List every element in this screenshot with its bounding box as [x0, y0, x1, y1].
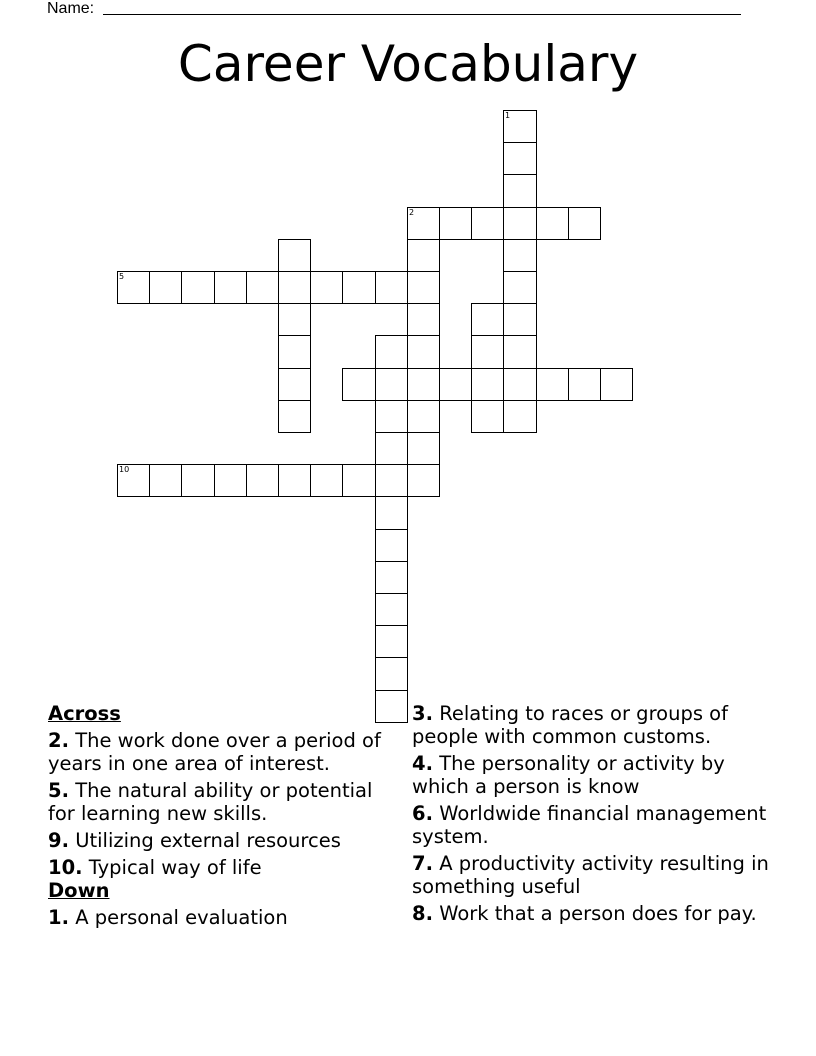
crossword-cell[interactable]: [568, 207, 601, 240]
crossword-cell[interactable]: [536, 368, 569, 401]
clue-text: Relating to races or groups of people with common customs.: [412, 702, 728, 748]
crossword-cell[interactable]: [278, 239, 311, 272]
crossword-cell[interactable]: [375, 271, 408, 304]
clues-right-column: [412, 702, 772, 929]
crossword-cell[interactable]: [503, 335, 537, 369]
crossword-cell[interactable]: [246, 464, 279, 497]
clue-number: 3.: [412, 702, 433, 725]
crossword-cell[interactable]: [278, 464, 311, 497]
across-heading: Across: [48, 702, 121, 725]
clue-down-7: [412, 852, 772, 898]
cell-number: 10: [119, 465, 130, 474]
crossword-cell[interactable]: [407, 368, 440, 401]
crossword-cell[interactable]: [342, 271, 376, 304]
crossword-cell[interactable]: [407, 335, 440, 369]
crossword-cell[interactable]: [471, 368, 504, 401]
crossword-cell[interactable]: [503, 303, 537, 336]
crossword-cell[interactable]: [278, 271, 311, 304]
crossword-cell[interactable]: [117, 271, 150, 304]
crossword-cell[interactable]: [407, 464, 440, 497]
clue-across-5: [48, 779, 398, 825]
crossword-cell[interactable]: [149, 271, 182, 304]
crossword-cell[interactable]: [278, 400, 311, 433]
clue-number: 6.: [412, 802, 433, 825]
page-title: Career Vocabulary: [177, 35, 639, 93]
clue-number: 1.: [48, 906, 69, 929]
crossword-cell[interactable]: [503, 110, 537, 143]
clue-number: 2.: [48, 729, 69, 752]
crossword-cell[interactable]: [407, 432, 440, 465]
clue-down-8: [412, 902, 772, 925]
cell-number: 1: [505, 111, 511, 120]
clue-text: Work that a person does for pay.: [439, 902, 757, 925]
crossword-cell[interactable]: [342, 464, 376, 497]
clue-number: 7.: [412, 852, 433, 875]
clue-number: 8.: [412, 902, 433, 925]
crossword-cell[interactable]: [407, 400, 440, 433]
crossword-cell[interactable]: [503, 400, 537, 433]
clue-text: Utilizing external resources: [75, 829, 341, 852]
crossword-cell[interactable]: [439, 207, 472, 240]
clue-number: 9.: [48, 829, 69, 852]
clue-down-6: [412, 802, 772, 848]
crossword-cell[interactable]: [181, 464, 215, 497]
clue-across-10: [48, 856, 398, 879]
cell-number: 2: [409, 208, 415, 217]
clue-text: A personal evaluation: [75, 906, 288, 929]
clues-left-column: [48, 702, 398, 933]
clue-text: Typical way of life: [88, 856, 262, 879]
crossword-cell[interactable]: [503, 271, 537, 304]
clue-text: The natural ability or potential for learning new skills.: [48, 779, 373, 825]
clue-text: The work done over a period of years in one area of interest.: [48, 729, 381, 775]
clue-across-2: [48, 729, 398, 775]
crossword-cell[interactable]: [503, 368, 537, 401]
crossword-cell[interactable]: [375, 368, 408, 401]
crossword-cell[interactable]: [375, 400, 408, 433]
clue-number: 10.: [48, 856, 83, 879]
clue-across-9: [48, 829, 398, 852]
down-heading: Down: [48, 879, 110, 902]
crossword-cell[interactable]: [246, 271, 279, 304]
crossword-cell[interactable]: [214, 271, 247, 304]
clue-down-4: [412, 752, 772, 798]
crossword-cell[interactable]: [375, 593, 408, 626]
clue-down-1: [48, 906, 398, 929]
crossword-cell[interactable]: [375, 335, 408, 369]
crossword-cell[interactable]: [342, 368, 376, 401]
crossword-cell[interactable]: [471, 207, 504, 240]
clue-text: A productivity activity resulting in something useful: [412, 852, 769, 898]
crossword-cell[interactable]: [375, 496, 408, 530]
crossword-cell[interactable]: [375, 529, 408, 562]
crossword-cell[interactable]: [407, 207, 440, 240]
clue-text: Worldwide financial management system.: [412, 802, 767, 848]
name-label: Name:: [47, 0, 95, 17]
crossword-cell[interactable]: [375, 432, 408, 465]
crossword-cell[interactable]: [117, 464, 150, 497]
crossword-cell[interactable]: [375, 561, 408, 594]
crossword-cell[interactable]: [375, 464, 408, 497]
clue-down-3: [412, 702, 772, 748]
crossword-cell[interactable]: [149, 464, 182, 497]
crossword-cell[interactable]: [278, 303, 311, 336]
crossword-cell[interactable]: [407, 239, 440, 272]
clue-number: 5.: [48, 779, 69, 802]
crossword-cell[interactable]: [278, 335, 311, 369]
crossword-cell[interactable]: [181, 271, 215, 304]
crossword-cell[interactable]: [503, 142, 537, 175]
crossword-cell[interactable]: [407, 303, 440, 336]
crossword-cell[interactable]: [568, 368, 601, 401]
crossword-cell[interactable]: [214, 464, 247, 497]
crossword-cell[interactable]: [600, 368, 633, 401]
crossword-cell[interactable]: [310, 464, 343, 497]
cell-number: 5: [119, 272, 125, 281]
crossword-cell[interactable]: [536, 207, 569, 240]
crossword-cell[interactable]: [471, 335, 504, 369]
clue-number: 4.: [412, 752, 433, 775]
crossword-cell[interactable]: [503, 207, 537, 240]
crossword-cell[interactable]: [471, 303, 504, 336]
crossword-cell[interactable]: [503, 239, 537, 272]
clue-text: The personality or activity by which a person is know: [412, 752, 725, 798]
crossword-cell[interactable]: [375, 625, 408, 658]
crossword-cell[interactable]: [278, 368, 311, 401]
crossword-cell[interactable]: [503, 174, 537, 208]
crossword-cell[interactable]: [471, 400, 504, 433]
crossword-cell[interactable]: [407, 271, 440, 304]
crossword-cell[interactable]: [375, 657, 408, 691]
crossword-cell[interactable]: [310, 271, 343, 304]
crossword-cell[interactable]: [439, 368, 472, 401]
